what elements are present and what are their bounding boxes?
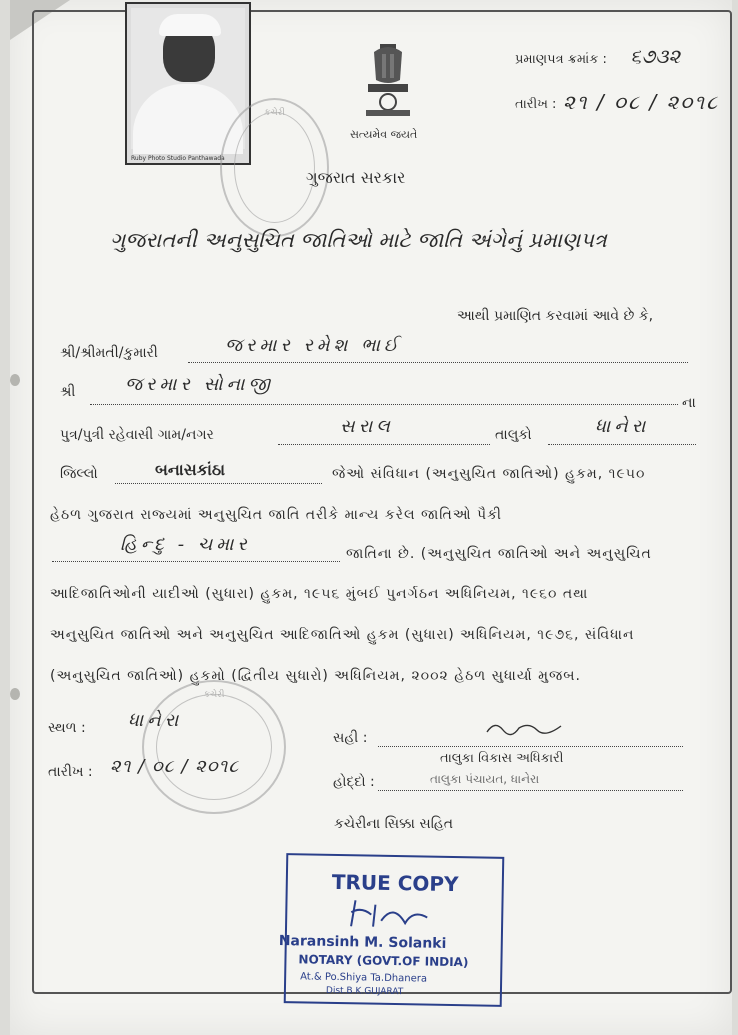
name-line [188,362,688,363]
photo-studio-label: Ruby Photo Studio Panthawada [131,155,225,162]
taluka-label: તાલુકો [495,427,532,443]
order-text-line2: હેઠળ ગુજરાત રાજ્યમાં અનુસુચિત જાતિ તરીકે માન્ય કરેલ જાતિઓ પૈકી [50,507,502,523]
order-text-line3: જાતિના છે. (અનુસુચિત જાતિઓ અને અનુસુચિત [346,546,652,562]
taluka-line [548,444,696,445]
father-label: શ્રી [60,384,76,400]
office-seal-photo: કચેરી [220,98,329,237]
post-line [378,790,683,791]
notary-place: At.& Po.Shiya Ta.Dhanera [300,971,428,985]
officer-designation: તાલુકા વિકાસ અધિકારી [440,751,564,766]
certificate-title: ગુજરાતની અનુસુચિત જાતિઓ માટે જાતિ અંગેનું પ્રમાણપત્ર [110,228,607,252]
district-label: જિલ્લો [60,466,98,482]
government-heading: ગુજરાત સરકાર [306,168,406,187]
notary-stamp [278,853,505,1007]
caste-value: હિન્દુ - ચમાર [120,534,251,555]
office-seal-footer: કચેરી [142,680,286,814]
village-value: સરાલ [340,416,394,437]
father-suffix: ના [682,395,696,411]
village-label: પુત્ર/પુત્રી રહેવાસી ગામ/નગર [60,427,214,443]
ashoka-emblem-icon [360,40,416,120]
notary-signature-icon [347,896,448,934]
district-value: બનાસકાંઠા [155,460,226,479]
order-text-line4: આદિજાતિઓની યાદીઓ (સુધારા) હુકમ, ૧૯૫૬ મુંબઈ પુનર્ગઠન અધિનિયમ, ૧૯૬૦ તથા [50,586,589,602]
name-value: જરમાર રમેશ ભાઈ [225,335,402,356]
punch-hole-top [10,374,20,386]
certificate-number-label: પ્રમાણપત્ર ક્રમાંક : [515,52,607,67]
signature-label: સહી : [333,730,368,746]
intro-text: આથી પ્રમાણિત કરવામાં આવે છે કે, [457,308,654,324]
notary-role: NOTARY (GOVT.OF INDIA) [298,952,469,970]
officer-signature-icon [485,716,565,740]
order-text-line1: જેઓ સંવિધાન (અનુસુચિત જાતિઓ) હુકમ, ૧૯૫૦ [332,466,646,482]
notary-district: Dist.B.K.GUJARAT [325,985,404,998]
seal-note: કચેરીના સિક્કા સહિત [334,816,454,832]
place-label: સ્થળ : [48,720,86,736]
signature-line [378,746,683,747]
issue-date-label: તારીખ : [515,97,557,112]
issue-date-value: ૨૧ / ૦૮ / ૨૦૧૮ [563,90,720,114]
father-value: જરમાર સોનાજી [125,374,274,395]
name-label: શ્રી/શ્રીમતી/કુમારી [60,345,158,361]
father-line [90,404,678,405]
post-value: તાલુકા પંચાયત, ધાનેરા [430,772,540,786]
certificate-number-value: ૬૭૩૨ [630,44,681,68]
place-value: ધાનેરા [128,710,183,731]
emblem-motto: સત્યમેવ જયતે [350,128,418,141]
post-label: હોદ્દો : [333,774,375,790]
district-line [115,483,322,484]
caste-line [52,561,340,562]
village-line [278,444,490,445]
footer-date-value: ૨૧ / ૦૮ / ૨૦૧૮ [110,756,240,777]
punch-hole-bottom [10,688,20,700]
notary-name: Naransinh M. Solanki [278,932,447,952]
order-text-line5: અનુસુચિત જાતિઓ અને અનુસુચિત આદિજાતિઓ હુકમ (સુધારા) અધિનિયમ, ૧૯૭૬, સંવિધાન [50,627,635,643]
certificate-paper [10,0,732,1035]
footer-date-label: તારીખ : [48,764,93,780]
taluka-value: ધાનેરા [595,416,650,437]
true-copy-text: TRUE COPY [331,869,459,897]
order-text-line6: (અનુસુચિત જાતિઓ) હુકમો (દ્વિતીય સુધારો) અધિનિયમ, ૨૦૦૨ હેઠળ સુધાર્યા મુજબ. [50,668,581,684]
